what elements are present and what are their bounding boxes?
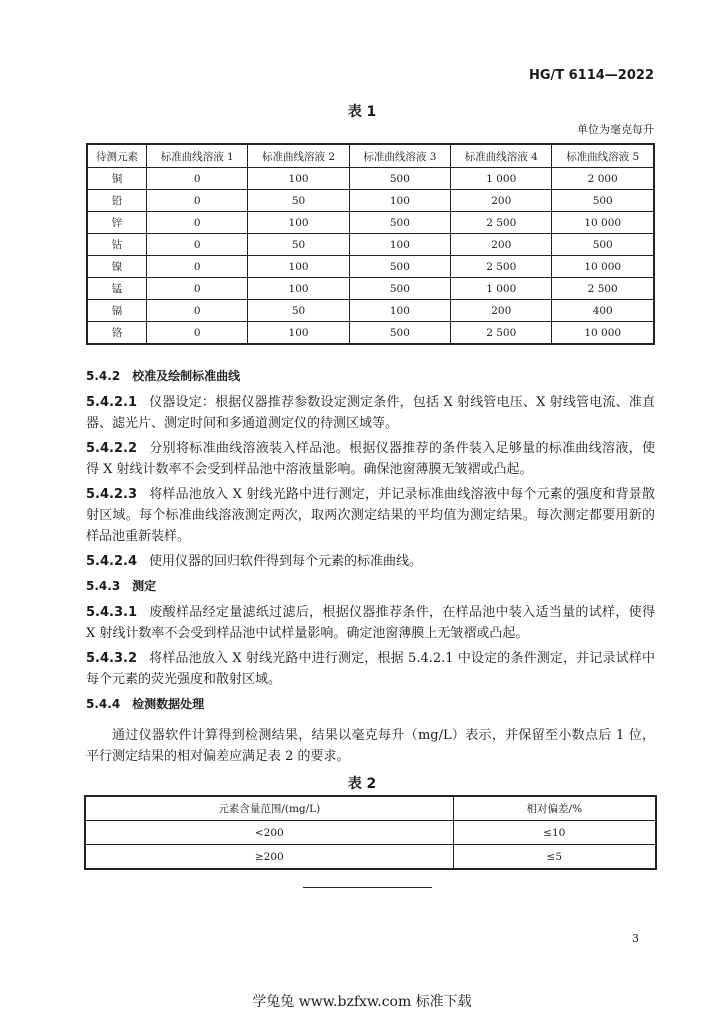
column-header: 元素含量范围/(mg/L) bbox=[85, 796, 453, 821]
table-cell: 10 000 bbox=[552, 256, 654, 278]
standard-number: HG/T 6114—2022 bbox=[528, 68, 654, 83]
table-header-row bbox=[87, 144, 654, 168]
table-cell: 100 bbox=[349, 190, 450, 212]
table1-unit: 单位为毫克每升 bbox=[577, 123, 654, 136]
column-header: 标准曲线溶液 1 bbox=[147, 144, 248, 168]
page-number: 3 bbox=[632, 932, 639, 945]
table-cell: 0 bbox=[147, 190, 248, 212]
clause-number: 5.4.2 bbox=[86, 369, 121, 383]
clause bbox=[86, 602, 655, 644]
clause-text: 将样品池放入 X 射线光路中进行测定，并记录标准曲线溶液中每个元素的强度和背景散射区域。每个标准曲线溶液测定两次，取两次测定结果的平均值为测定结果。每次测定都要用新的样品池重新装样。 bbox=[86, 487, 655, 544]
table-cell: 500 bbox=[349, 256, 450, 278]
table-cell: <200 bbox=[85, 821, 453, 845]
table-cell: 100 bbox=[248, 212, 349, 234]
paragraph: 通过仪器软件计算得到检测结果，结果以毫克每升（mg/L）表示，并保留至小数点后 1 位，平行测定结果的相对偏差应满足表 2 的要求。 bbox=[86, 728, 655, 764]
table-cell: 铅 bbox=[87, 190, 147, 212]
table-cell: 0 bbox=[147, 300, 248, 322]
clause-text: 将样品池放入 X 射线光路中进行测定，根据 5.4.2.1 中设定的条件测定，并记录试样中每个元素的荧光强度和散射区域。 bbox=[86, 651, 655, 687]
table-cell: 100 bbox=[349, 300, 450, 322]
clause bbox=[86, 484, 655, 547]
table-cell: 0 bbox=[147, 322, 248, 345]
table-cell: 200 bbox=[451, 190, 552, 212]
standard-solution-table bbox=[86, 143, 655, 345]
table-cell: 钴 bbox=[87, 234, 147, 256]
table-cell: 500 bbox=[552, 234, 654, 256]
clause-text: 测定 bbox=[132, 579, 157, 593]
table-cell: ≤10 bbox=[453, 821, 656, 845]
clause-number: 5.4.2.2 bbox=[86, 441, 137, 456]
table-row bbox=[87, 300, 654, 322]
table-row bbox=[87, 278, 654, 300]
table-row bbox=[85, 821, 656, 845]
table-cell: 1 000 bbox=[451, 168, 552, 190]
table-cell: 锰 bbox=[87, 278, 147, 300]
table-cell: 2 500 bbox=[451, 256, 552, 278]
column-header: 标准曲线溶液 5 bbox=[552, 144, 654, 168]
table-cell: 0 bbox=[147, 234, 248, 256]
table-cell: 100 bbox=[248, 278, 349, 300]
clause bbox=[86, 648, 655, 690]
clause-number: 5.4.3 bbox=[86, 579, 121, 593]
table-cell: 0 bbox=[147, 256, 248, 278]
table-row bbox=[87, 168, 654, 190]
table-cell: 200 bbox=[451, 234, 552, 256]
table-cell: 2 500 bbox=[552, 278, 654, 300]
table-cell: 0 bbox=[147, 212, 248, 234]
clause-text: 废酸样品经定量滤纸过滤后，根据仪器推荐条件，在样品池中装入适当量的试样，使得 X 射线计数率不会受到样品池中试样量影响。确定池窗薄膜上无皱褶或凸起。 bbox=[86, 605, 655, 641]
table-cell: 50 bbox=[248, 300, 349, 322]
clause-number: 5.4.3.1 bbox=[86, 605, 137, 620]
clause-text: 使用仪器的回归软件得到每个元素的标准曲线。 bbox=[149, 554, 423, 569]
table-cell: ≤5 bbox=[453, 845, 656, 870]
table-cell: 2 500 bbox=[451, 322, 552, 345]
clause-text: 校准及绘制标准曲线 bbox=[132, 369, 241, 383]
table-cell: 镍 bbox=[87, 256, 147, 278]
table-cell: 铜 bbox=[87, 168, 147, 190]
table-cell: 2 500 bbox=[451, 212, 552, 234]
column-header: 待测元素 bbox=[87, 144, 147, 168]
table-cell: 500 bbox=[349, 278, 450, 300]
column-header: 标准曲线溶液 2 bbox=[248, 144, 349, 168]
table-row bbox=[87, 234, 654, 256]
table-row bbox=[87, 322, 654, 345]
clause-text: 仪器设定：根据仪器推荐参数设定测定条件，包括 X 射线管电压、X 射线管电流、准直器、滤光片、测定时间和多通道测定仪的待测区域等。 bbox=[86, 395, 655, 431]
table-cell: 100 bbox=[248, 168, 349, 190]
table-header-row bbox=[85, 796, 656, 821]
table-row bbox=[87, 212, 654, 234]
table-cell: 400 bbox=[552, 300, 654, 322]
column-header: 标准曲线溶液 4 bbox=[451, 144, 552, 168]
clause bbox=[86, 392, 655, 434]
table-cell: 100 bbox=[248, 322, 349, 345]
table-cell: ≥200 bbox=[85, 845, 453, 870]
section-heading bbox=[86, 694, 655, 715]
table-cell: 1 000 bbox=[451, 278, 552, 300]
table-cell: 10 000 bbox=[552, 322, 654, 345]
column-header: 标准曲线溶液 3 bbox=[349, 144, 450, 168]
table-cell: 2 000 bbox=[552, 168, 654, 190]
table-cell: 100 bbox=[248, 256, 349, 278]
table-cell: 500 bbox=[349, 322, 450, 345]
table-row bbox=[87, 256, 654, 278]
table-cell: 100 bbox=[349, 234, 450, 256]
footer-watermark: 学兔兔 www.bzfxw.com 标准下载 bbox=[252, 994, 472, 1010]
clause-number: 5.4.2.1 bbox=[86, 395, 137, 410]
table-cell: 500 bbox=[552, 190, 654, 212]
table-cell: 锌 bbox=[87, 212, 147, 234]
table-cell: 0 bbox=[147, 278, 248, 300]
table-cell: 10 000 bbox=[552, 212, 654, 234]
table-row bbox=[85, 845, 656, 870]
clause-number: 5.4.3.2 bbox=[86, 651, 137, 666]
column-header: 相对偏差/% bbox=[453, 796, 656, 821]
end-rule bbox=[303, 887, 432, 888]
section-heading bbox=[86, 366, 655, 387]
clause-text: 分别将标准曲线溶液装入样品池。根据仪器推荐的条件装入足够量的标准曲线溶液，使得 X 射线计数率不会受到样品池中溶液量影响。确保池窗薄膜无皱褶或凸起。 bbox=[86, 441, 655, 477]
table2-title: 表 2 bbox=[347, 776, 377, 792]
clause-number: 5.4.2.3 bbox=[86, 487, 137, 502]
table-cell: 0 bbox=[147, 168, 248, 190]
relative-deviation-table bbox=[84, 795, 657, 870]
table-cell: 50 bbox=[248, 234, 349, 256]
table-row bbox=[87, 190, 654, 212]
table-cell: 500 bbox=[349, 212, 450, 234]
table-cell: 镉 bbox=[87, 300, 147, 322]
clause bbox=[86, 438, 655, 480]
section-heading bbox=[86, 576, 655, 597]
clause bbox=[86, 551, 655, 572]
clause-number: 5.4.2.4 bbox=[86, 554, 137, 569]
table-cell: 500 bbox=[349, 168, 450, 190]
table1-title: 表 1 bbox=[347, 104, 377, 120]
clause-text: 检测数据处理 bbox=[132, 697, 205, 711]
table-cell: 200 bbox=[451, 300, 552, 322]
section-body bbox=[86, 366, 655, 771]
table-cell: 50 bbox=[248, 190, 349, 212]
clause-number: 5.4.4 bbox=[86, 697, 121, 711]
table-cell: 铬 bbox=[87, 322, 147, 345]
